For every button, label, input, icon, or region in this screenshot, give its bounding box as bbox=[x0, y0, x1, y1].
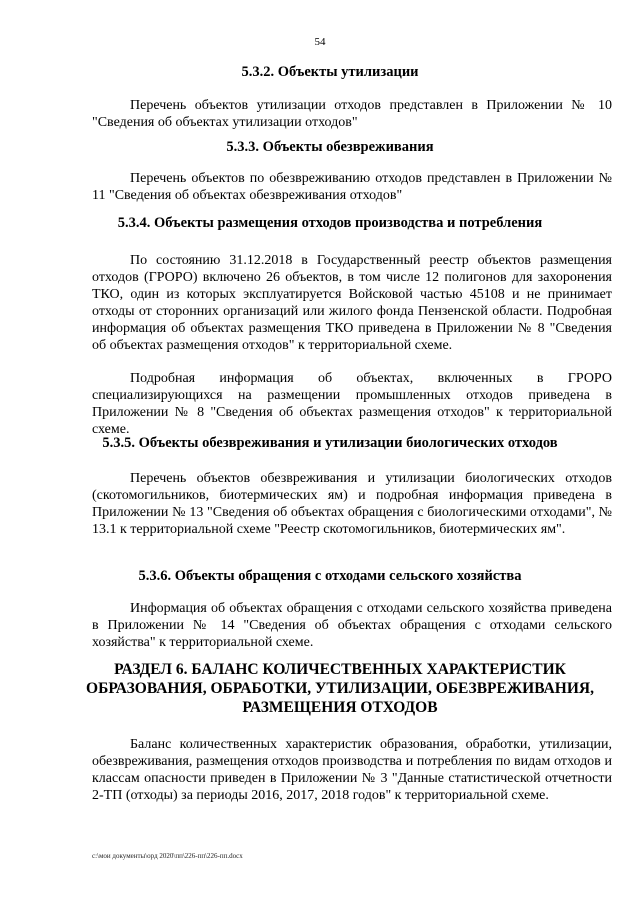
section-5-3-4-paragraph-2: Подробная информация об объектах, включенных в ГРОРО специализирующихся на размещении промышленных отходов приведена в Приложении № 8 "Сведения об объектах размещения отходов" к территориальной схеме. bbox=[92, 371, 612, 437]
page-number: 54 bbox=[314, 36, 326, 48]
section-5-3-6-title: 5.3.6. Объекты обращения с отходами сельского хозяйства bbox=[138, 568, 522, 584]
section-5-3-3-title: 5.3.3. Объекты обезвреживания bbox=[226, 139, 434, 155]
section-5-3-2-paragraph: Перечень объектов утилизации отходов представлен в Приложении № 10 "Сведения об объектах утилизации отходов" bbox=[92, 98, 612, 130]
section-5-3-2-title: 5.3.2. Объекты утилизации bbox=[241, 64, 419, 80]
section-5-3-4-paragraph-1: По состоянию 31.12.2018 в Государственный реестр объектов размещения отходов (ГРОРО) включено 26 объектов, в том числе 12 полигонов для захоронения ТКО, один из которых эксплуатируется Войсковой частью 45108 и не принимает отходы от сторонних организаций или жилого фонда Пензенской области. Подробная информация об объектах размещения ТКО приведена в Приложении № 8 "Сведения об объектах размещения отходов" к территориальной схеме. bbox=[92, 253, 612, 353]
section-5-3-5-title: 5.3.5. Объекты обезвреживания и утилизации биологических отходов bbox=[102, 435, 558, 451]
section-5-3-5-paragraph: Перечень объектов обезвреживания и утилизации биологических отходов (скотомогильников, биотермических ям) и подробная информация приведена в Приложении № 13 "Сведения об объектах обращения с биологическими отходами", № 13.1 к территориальной схеме "Реестр скотомогильников, биотермических ям". bbox=[92, 471, 612, 537]
section-5-3-4-title: 5.3.4. Объекты размещения отходов производства и потребления bbox=[117, 215, 543, 231]
section-6-title-line-3: РАЗМЕЩЕНИЯ ОТХОДОВ bbox=[242, 699, 438, 716]
section-5-3-3-paragraph: Перечень объектов по обезвреживанию отходов представлен в Приложении № 11 "Сведения об объектах обезвреживания отходов" bbox=[92, 171, 612, 203]
section-6-title-line-1: РАЗДЕЛ 6. БАЛАНС КОЛИЧЕСТВЕННЫХ ХАРАКТЕРИСТИК bbox=[114, 661, 566, 678]
section-5-3-6-paragraph: Информация об объектах обращения с отходами сельского хозяйства приведена в Приложении № 14 "Сведения об объектах обращения с отходами сельского хозяйства" к территориальной схеме. bbox=[92, 601, 612, 650]
section-6-paragraph: Баланс количественных характеристик образования, обработки, утилизации, обезвреживания, размещения отходов производства и потребления по видам отходов и классам опасности приведен в Приложении № 3 "Данные статистической отчетности 2-ТП (отходы) за периоды 2016, 2017, 2018 годов" к территориальной схеме. bbox=[92, 737, 612, 803]
footer-file-path: c:\мои документы\орд 2020\пп\226-пп\226-пп.docx bbox=[92, 852, 243, 860]
section-6-title-line-2: ОБРАЗОВАНИЯ, ОБРАБОТКИ, УТИЛИЗАЦИИ, ОБЕЗВРЕЖИВАНИЯ, bbox=[86, 680, 594, 697]
